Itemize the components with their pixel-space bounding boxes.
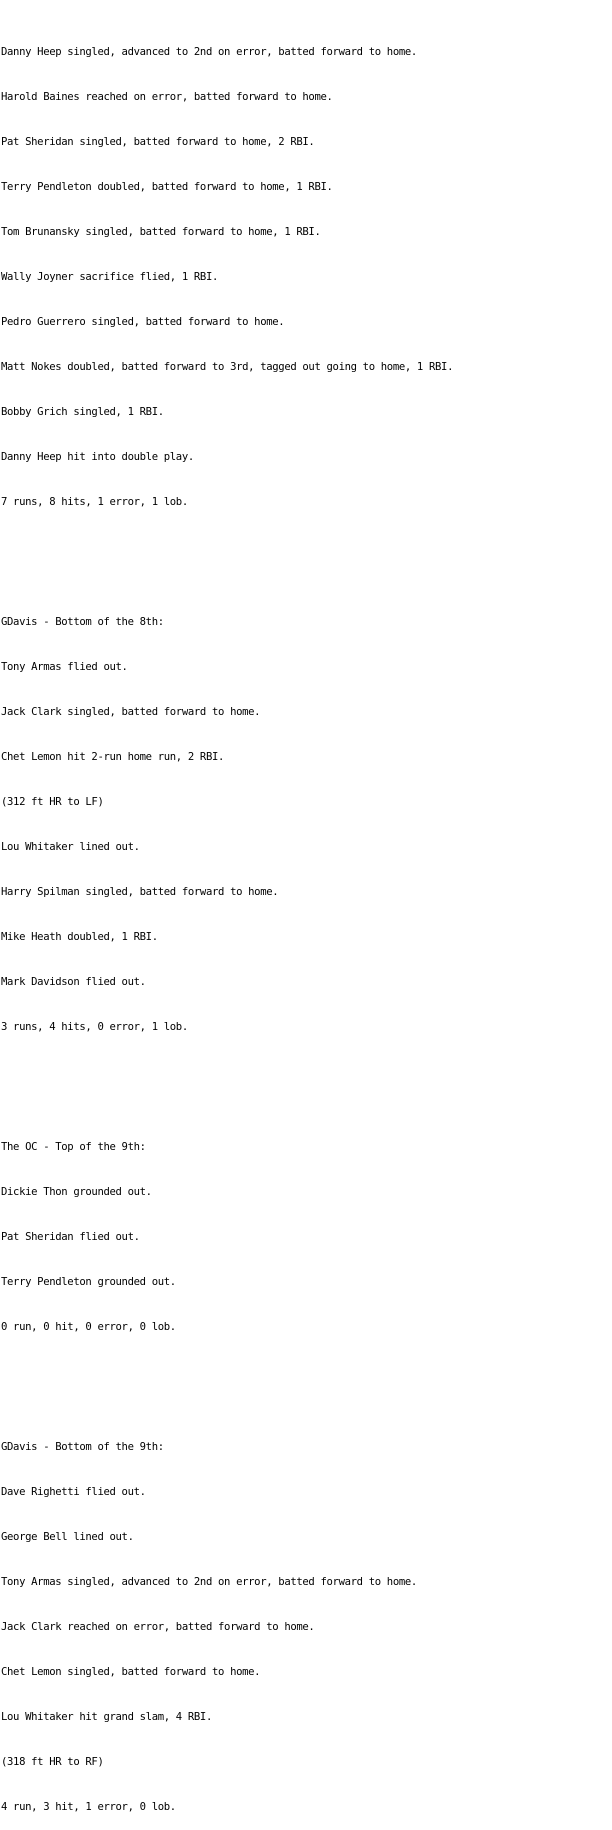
play-line: Mike Heath doubled, 1 RBI.	[1, 931, 158, 943]
play-line: Harold Baines reached on error, batted forward to home.	[1, 91, 333, 103]
play-line: Pat Sheridan flied out.	[1, 1231, 140, 1243]
play-line: Matt Nokes doubled, batted forward to 3rd, tagged out going to home, 1 RBI.	[1, 361, 454, 373]
play-line: Jack Clark singled, batted forward to home.	[1, 706, 261, 718]
spacer	[1, 540, 611, 555]
play-line: Chet Lemon singled, batted forward to home.	[1, 1666, 261, 1678]
play-line: Terry Pendleton grounded out.	[1, 1276, 176, 1288]
play-line: (318 ft HR to RF)	[1, 1756, 104, 1768]
play-line: Mark Davidson flied out.	[1, 976, 146, 988]
play-line: Danny Heep hit into double play.	[1, 451, 194, 463]
spacer	[1, 1065, 611, 1080]
play-line: Dickie Thon grounded out.	[1, 1186, 152, 1198]
play-by-play-log	[1, 0, 611, 1830]
inning-summary: 4 run, 3 hit, 1 error, 0 lob.	[1, 1801, 176, 1813]
inning-header: GDavis - Bottom of the 9th:	[1, 1441, 164, 1453]
inning-summary: 7 runs, 8 hits, 1 error, 1 lob.	[1, 496, 188, 508]
play-line: Tony Armas singled, advanced to 2nd on error, batted forward to home.	[1, 1576, 417, 1588]
play-line: (312 ft HR to LF)	[1, 796, 104, 808]
play-line: Lou Whitaker lined out.	[1, 841, 140, 853]
inning-summary: 3 runs, 4 hits, 0 error, 1 lob.	[1, 1021, 188, 1033]
play-line: George Bell lined out.	[1, 1531, 134, 1543]
inning-header: GDavis - Bottom of the 8th:	[1, 616, 164, 628]
inning-header: The OC - Top of the 9th:	[1, 1141, 146, 1153]
spacer	[1, 1365, 611, 1380]
play-line: Chet Lemon hit 2-run home run, 2 RBI.	[1, 751, 225, 763]
play-line: Pat Sheridan singled, batted forward to home, 2 RBI.	[1, 136, 315, 148]
play-line: Danny Heep singled, advanced to 2nd on error, batted forward to home.	[1, 46, 417, 58]
play-line: Harry Spilman singled, batted forward to home.	[1, 886, 279, 898]
play-line: Wally Joyner sacrifice flied, 1 RBI.	[1, 271, 219, 283]
inning-summary: 0 run, 0 hit, 0 error, 0 lob.	[1, 1321, 176, 1333]
play-line: Tom Brunansky singled, batted forward to home, 1 RBI.	[1, 226, 321, 238]
play-line: Lou Whitaker hit grand slam, 4 RBI.	[1, 1711, 212, 1723]
play-line: Bobby Grich singled, 1 RBI.	[1, 406, 164, 418]
play-line: Jack Clark reached on error, batted forward to home.	[1, 1621, 315, 1633]
play-line: Tony Armas flied out.	[1, 661, 128, 673]
play-line: Terry Pendleton doubled, batted forward to home, 1 RBI.	[1, 181, 333, 193]
play-line: Pedro Guerrero singled, batted forward to home.	[1, 316, 285, 328]
play-line: Dave Righetti flied out.	[1, 1486, 146, 1498]
